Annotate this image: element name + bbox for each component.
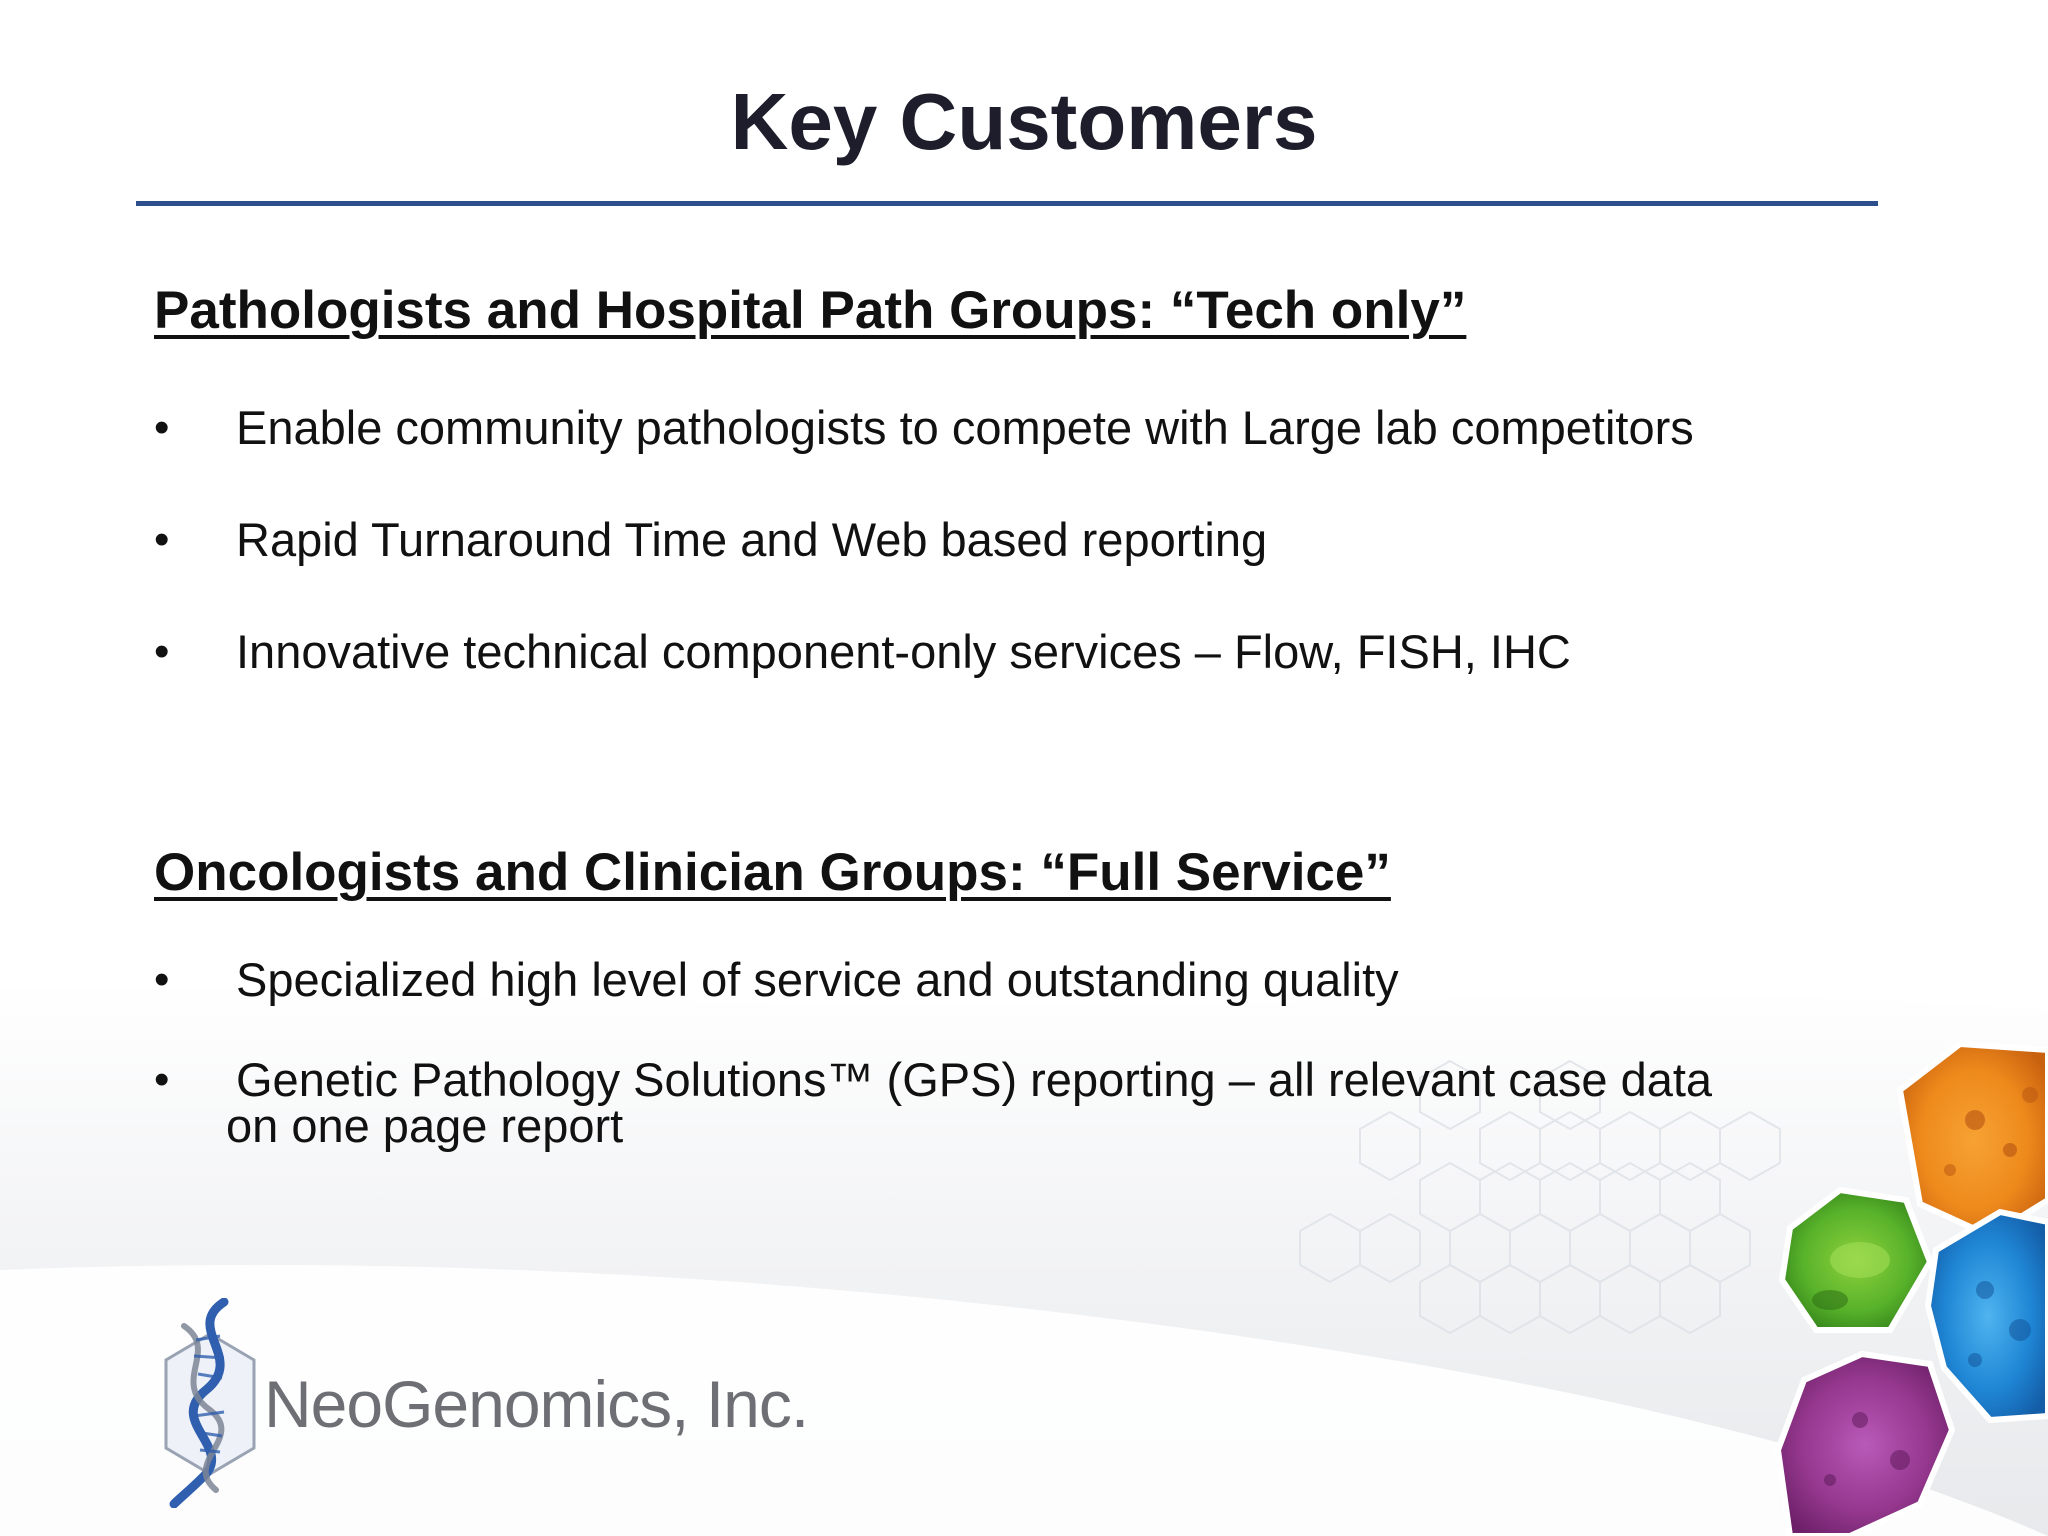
bullet-dot: • — [154, 1055, 170, 1104]
bullet-text: Rapid Turnaround Time and Web based reporting — [236, 513, 1268, 566]
section-heading-pathologists: Pathologists and Hospital Path Groups: “Tech only” — [154, 281, 1467, 340]
company-logo — [150, 1298, 890, 1508]
bullet-text: Enable community pathologists to compete with Large lab competitors — [236, 401, 1694, 454]
bullet-text: Specialized high level of service and outstanding quality — [236, 953, 1399, 1006]
orange-cell-hexagon — [1900, 1044, 2048, 1236]
dna-helix-icon — [150, 1298, 270, 1508]
bullet-dot: • — [154, 955, 170, 1004]
slide-title: Key Customers — [730, 77, 1318, 166]
company-logo-text: NeoGenomics, Inc. — [264, 1367, 809, 1441]
title-divider — [136, 201, 1878, 206]
bullet-dot: • — [154, 403, 170, 452]
bullet-dot: • — [154, 627, 170, 676]
bullet-text-continuation: on one page report — [226, 1099, 624, 1152]
bullet-text: Genetic Pathology Solutions™ (GPS) reporting – all relevant case data — [236, 1053, 1713, 1106]
section-heading-oncologists: Oncologists and Clinician Groups: “Full Service” — [154, 843, 1391, 902]
bullet-text: Innovative technical component-only services – Flow, FISH, IHC — [236, 625, 1571, 678]
bullet-dot: • — [154, 515, 170, 564]
